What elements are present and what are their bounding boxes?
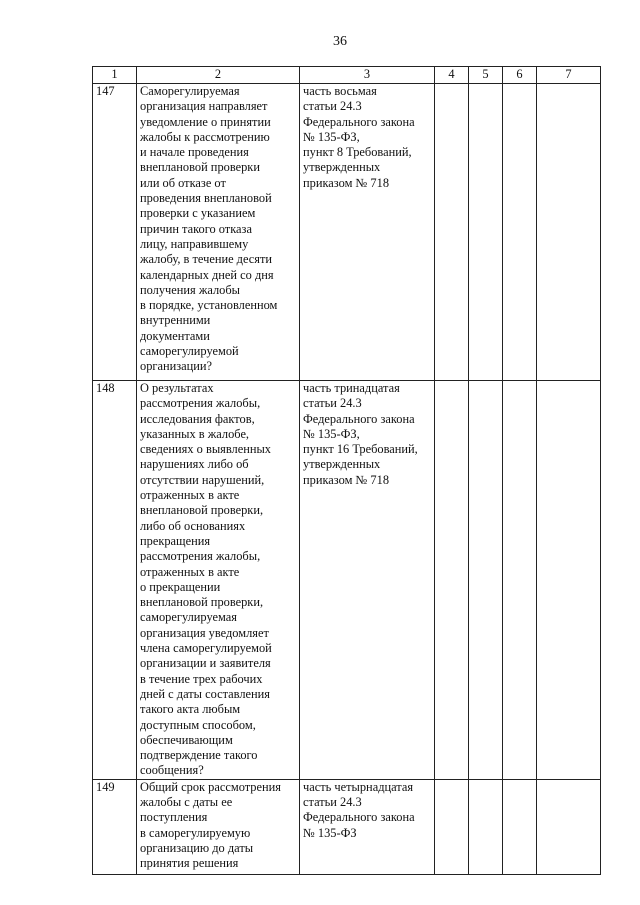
row-cell-4	[435, 84, 469, 381]
row-cell-6	[503, 779, 537, 874]
row-number: 149	[93, 779, 137, 874]
checklist-table	[92, 66, 601, 875]
row-cell-5	[469, 779, 503, 874]
row-number: 148	[93, 381, 137, 780]
row-cell-7	[537, 779, 601, 874]
row-cell-7	[537, 381, 601, 780]
row-question: Общий срок рассмотрения жалобы с даты ее поступления в саморегулируемую организацию до даты принятия решения	[137, 779, 300, 874]
row-cell-6	[503, 84, 537, 381]
header-row	[93, 67, 601, 84]
row-reference: часть тринадцатая статьи 24.3 Федерального закона № 135-ФЗ, пункт 16 Требований, утвержденных приказом № 718	[300, 381, 435, 780]
row-cell-7	[537, 84, 601, 381]
header-col-1: 1	[93, 67, 137, 84]
row-question: О результатах рассмотрения жалобы, исследования фактов, указанных в жалобе, сведениях о выявленных нарушениях либо об отсутствии нарушений, отраженных в акте внеплановой проверки, либо об основаниях прекращения рассмотрения жалобы, отраженных в акте о прекращении внеплановой проверки, саморегулируемая организация уведомляет члена саморегулируемой организации и заявителя в течение трех рабочих дней с даты составления такого акта любым доступным способом, обеспечивающим подтверждение такого сообщения?	[137, 381, 300, 780]
table-row	[93, 381, 601, 780]
row-cell-5	[469, 84, 503, 381]
header-col-2: 2	[137, 67, 300, 84]
table-row	[93, 84, 601, 381]
header-col-7: 7	[537, 67, 601, 84]
header-col-5: 5	[469, 67, 503, 84]
row-question: Саморегулируемая организация направляет уведомление о принятии жалобы к рассмотрению и начале проведения внеплановой проверки или об отказе от проведения внеплановой проверки с указанием причин такого отказа лицу, направившему жалобу, в течение десяти календарных дней со дня получения жалобы в порядке, установленном внутренними документами саморегулируемой организации?	[137, 84, 300, 381]
row-cell-4	[435, 381, 469, 780]
row-cell-4	[435, 779, 469, 874]
row-reference: часть четырнадцатая статьи 24.3 Федерального закона № 135-ФЗ	[300, 779, 435, 874]
page-number: 36	[333, 34, 347, 49]
row-cell-6	[503, 381, 537, 780]
header-col-3: 3	[300, 67, 435, 84]
table-row	[93, 779, 601, 874]
row-reference: часть восьмая статьи 24.3 Федерального закона № 135-ФЗ, пункт 8 Требований, утвержденных приказом № 718	[300, 84, 435, 381]
row-cell-5	[469, 381, 503, 780]
header-col-6: 6	[503, 67, 537, 84]
row-number: 147	[93, 84, 137, 381]
header-col-4: 4	[435, 67, 469, 84]
